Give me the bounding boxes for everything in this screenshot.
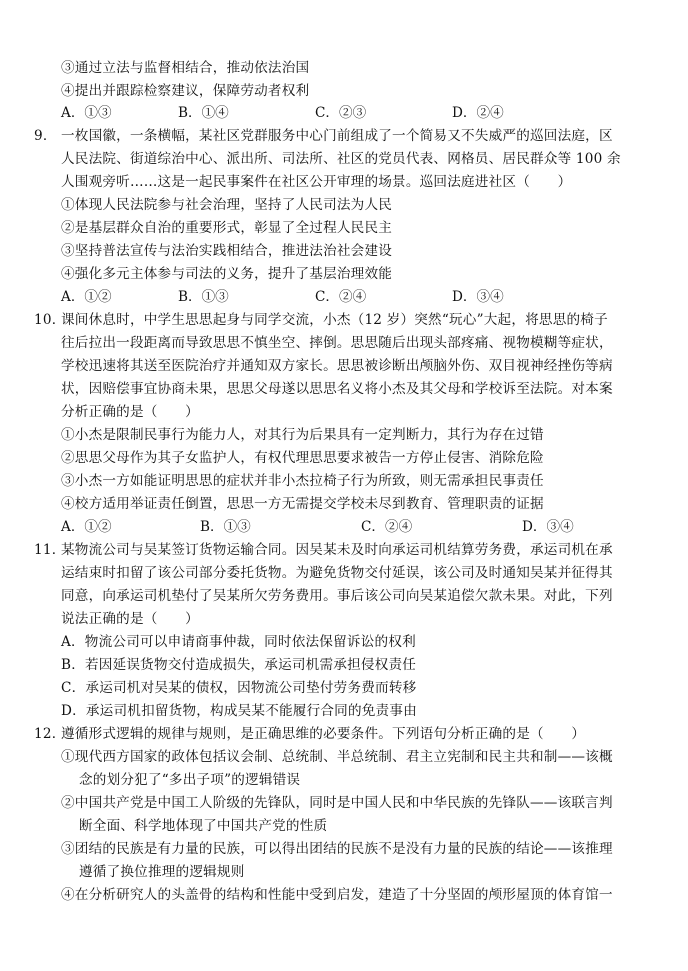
q9-stem-line-3: 人围观旁听……这是一起民事案件在社区公开审理的场景。巡回法庭进社区（ ）	[61, 174, 572, 190]
q11-option-b: B．若因延误货物交付造成损失，承运司机需承担侵权责任	[61, 657, 417, 673]
q9-statement-1: ①体现人民法院参与社会治理，坚持了人民司法为人民	[61, 197, 393, 213]
q12-statement-4-line-1: ④在分析研究人的头盖骨的结构和性能中受到启发，建造了十分坚固的颅形屋顶的体育馆一	[61, 887, 613, 903]
q11-stem-line-2: 运结束时扣留了该公司部分委托货物。为避免货物交付延误，该公司及时通知吴某并征得其	[61, 565, 613, 581]
q9-statement-4: ④强化多元主体参与司法的义务，提升了基层治理效能	[61, 266, 393, 282]
q10-option-d: D．③④	[522, 519, 574, 535]
q9-stem-line-2: 人民法院、街道综治中心、派出所、司法所、社区的党员代表、网格员、居民群众等 100 余	[61, 151, 621, 167]
q12-statement-3-line-1: ③团结的民族是有力量的民族，可以得出团结的民族不是没有力量的民族的结论——该推理	[61, 841, 613, 857]
q10-stem-line-1: 课间休息时，中学生思思起身与同学交流，小杰（12 岁）突然“玩心”大起，将思思的椅子	[61, 312, 608, 328]
q9-stem-line-1: 一枚国徽，一条横幅，某社区党群服务中心门前组成了一个简易又不失威严的巡回法庭，区	[61, 128, 613, 144]
q9-number: 9．	[34, 128, 57, 144]
q12-stem: 遵循形式逻辑的规律与规则，是正确思维的必要条件。下列语句分析正确的是（ ）	[61, 726, 586, 742]
q8-statement-4: ④提出并跟踪检察建议，保障劳动者权利	[61, 83, 310, 99]
q10-statement-3: ③小杰一方如能证明思思的症状并非小杰拉椅子行为所致，则无需承担民事责任	[61, 473, 544, 489]
q10-number: 10．	[34, 312, 66, 328]
q12-statement-1-line-1: ①现代西方国家的政体包括议会制、总统制、半总统制、君主立宪制和民主共和制——该概	[61, 749, 613, 765]
q9-statement-2: ②是基层群众自治的重要形式，彰显了全过程人民民主	[61, 220, 393, 236]
q12-statement-2-line-2: 断全面、科学地体现了中国共产党的性质	[79, 818, 328, 834]
q8-option-d: D．②④	[452, 105, 504, 121]
q12-statement-1-line-2: 念的划分犯了“多出子项”的逻辑错误	[79, 772, 301, 788]
q10-stem-line-4: 状，因赔偿事宜协商未果，思思父母遂以思思名义将小杰及其父母和学校诉至法院。对本案	[61, 381, 613, 397]
q10-option-c: C．②④	[361, 519, 413, 535]
q12-statement-3-line-2: 遵循了换位推理的逻辑规则	[79, 864, 245, 880]
q9-option-d: D．③④	[452, 289, 504, 305]
q9-option-a: A．①②	[61, 289, 112, 305]
q10-stem-line-3: 学校迅速将其送至医院治疗并通知双方家长。思思被诊断出颅脑外伤、双目视神经挫伤等病	[61, 358, 613, 374]
q9-option-c: C．②④	[315, 289, 367, 305]
q8-statement-3: ③通过立法与监督相结合，推动依法治国	[61, 60, 310, 76]
q10-option-a: A．①②	[61, 519, 112, 535]
q10-option-b: B．①③	[200, 519, 251, 535]
q10-statement-1: ①小杰是限制民事行为能力人，对其行为后果具有一定判断力，其行为存在过错	[61, 427, 544, 443]
q11-option-d: D．承运司机扣留货物，构成吴某不能履行合同的免责事由	[61, 703, 417, 719]
q10-statement-4: ④校方适用举证责任倒置，思思一方无需提交学校未尽到教育、管理职责的证据	[61, 496, 544, 512]
q9-option-b: B．①③	[178, 289, 229, 305]
q8-option-a: A．①③	[61, 105, 112, 121]
q10-stem-line-2: 往后拉出一段距离而导致思思不慎坐空、摔倒。思思随后出现头部疼痛、视物模糊等症状，	[61, 335, 613, 351]
q11-stem-line-3: 同意，向承运司机垫付了吴某所欠劳务费用。事后该公司向吴某追偿欠款未果。对此，下列	[61, 588, 613, 604]
q9-statement-3: ③坚持普法宣传与法治实践相结合，推进法治社会建设	[61, 243, 393, 259]
q11-option-c: C．承运司机对吴某的债权，因物流公司垫付劳务费而转移	[61, 680, 417, 696]
q11-number: 11．	[34, 542, 66, 558]
q8-option-c: C．②③	[315, 105, 367, 121]
q10-stem-line-5: 分析正确的是（ ）	[61, 404, 199, 420]
q11-stem-line-1: 某物流公司与吴某签订货物运输合同。因吴某未及时向承运司机结算劳务费，承运司机在承	[61, 542, 613, 558]
q10-statement-2: ②思思父母作为其子女监护人，有权代理思思要求被告一方停止侵害、消除危险	[61, 450, 544, 466]
q11-option-a: A．物流公司可以申请商事仲裁，同时依法保留诉讼的权利	[61, 634, 416, 650]
q12-number: 12．	[34, 726, 66, 742]
q8-option-b: B．①④	[178, 105, 229, 121]
q11-stem-line-4: 说法正确的是（ ）	[61, 611, 199, 627]
q12-statement-2-line-1: ②中国共产党是中国工人阶级的先锋队，同时是中国人民和中华民族的先锋队——该联言判	[61, 795, 613, 811]
